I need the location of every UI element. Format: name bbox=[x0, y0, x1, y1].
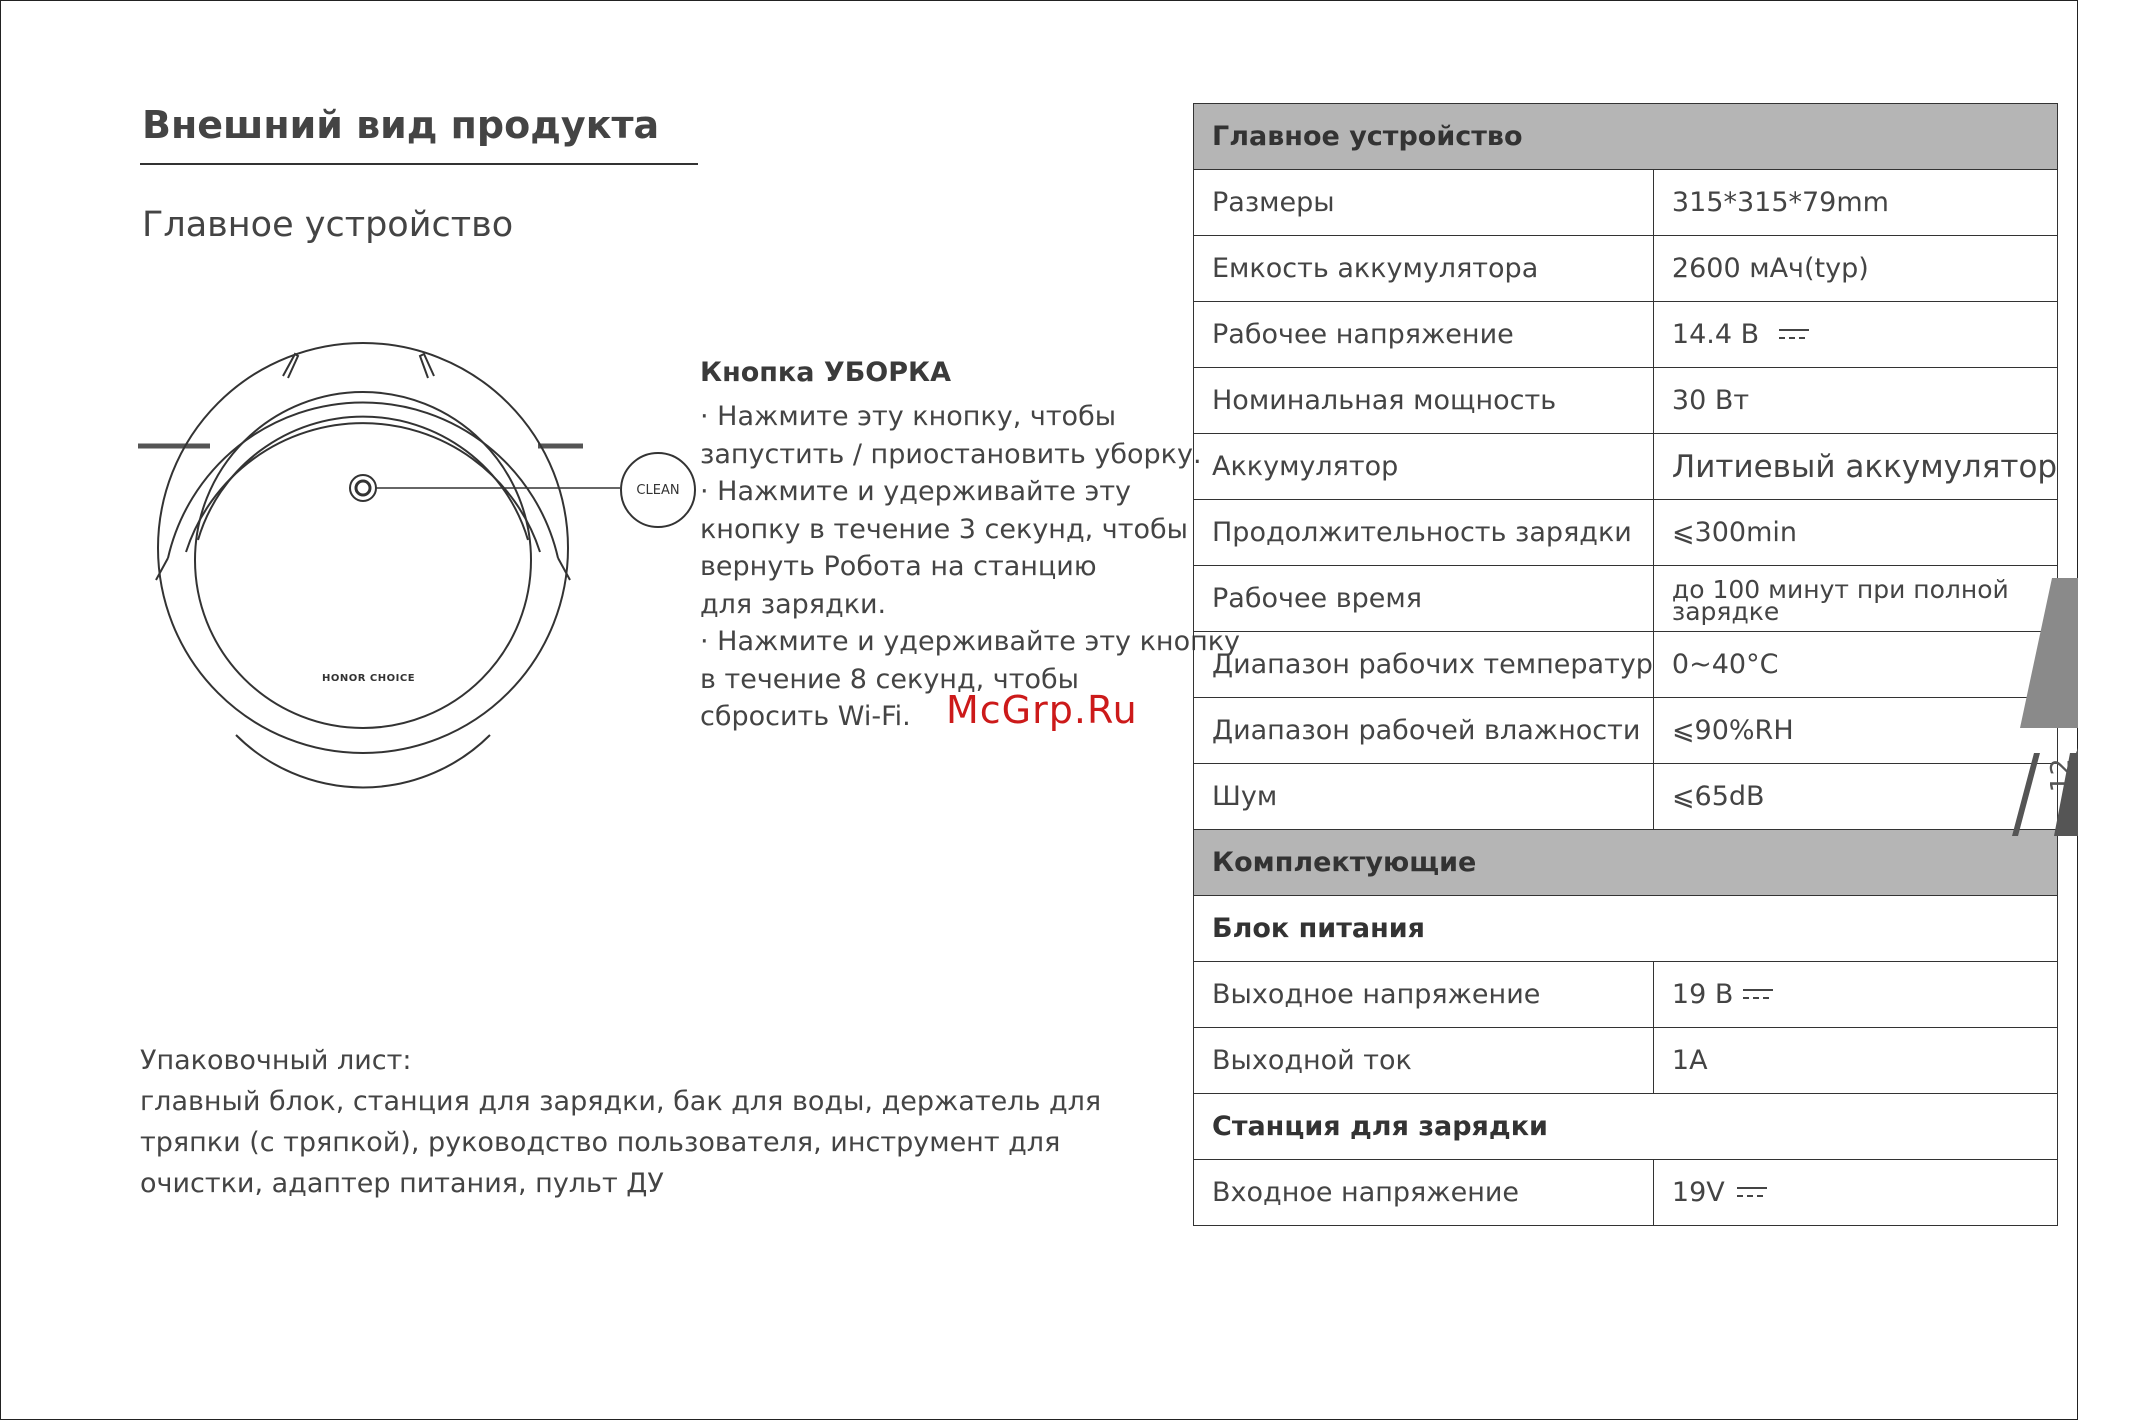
packing-list-title: Упаковочный лист: bbox=[140, 1045, 412, 1076]
packing-list-line: очистки, адаптер питания, пульт ДУ bbox=[140, 1168, 664, 1199]
table-row bbox=[1194, 236, 2058, 302]
table-row bbox=[1194, 368, 2058, 434]
table-row bbox=[1194, 434, 2058, 500]
table-row bbox=[1194, 698, 2058, 764]
page-number: 12 bbox=[2045, 758, 2077, 793]
spec-value: 2600 мАч(typ) bbox=[1653, 236, 2057, 302]
description-line: кнопку в течение 3 секунд, чтобы bbox=[700, 513, 1188, 545]
spec-label: Размеры bbox=[1194, 170, 1654, 236]
spec-label: Диапазон рабочих температур bbox=[1194, 632, 1654, 698]
spec-label: Выходной ток bbox=[1194, 1028, 1654, 1094]
spec-value: 315*315*79mm bbox=[1653, 170, 2057, 236]
table-row bbox=[1194, 302, 2058, 368]
table-header-row bbox=[1194, 830, 2058, 896]
description-line: запустить / приостановить уборку. bbox=[700, 438, 1202, 470]
table-row bbox=[1194, 566, 2058, 632]
table-row bbox=[1194, 170, 2058, 236]
dc-symbol-icon bbox=[1743, 989, 1773, 999]
table-subheader-row bbox=[1194, 896, 2058, 962]
spec-value: 30 Вт bbox=[1653, 368, 2057, 434]
spec-label: Емкость аккумулятора bbox=[1194, 236, 1654, 302]
spec-value-cell bbox=[1653, 1160, 2057, 1226]
spec-label: Рабочее время bbox=[1194, 566, 1654, 632]
clean-button-title: Кнопка УБОРКА bbox=[700, 357, 951, 388]
spec-table bbox=[1193, 103, 2058, 1226]
language-tab bbox=[2010, 578, 2078, 836]
spec-label: Рабочее напряжение bbox=[1194, 302, 1654, 368]
spec-value: 1A bbox=[1653, 1028, 2057, 1094]
spec-label: Выходное напряжение bbox=[1194, 962, 1654, 1028]
watermark: McGrp.Ru bbox=[946, 688, 1138, 732]
spec-value-cell bbox=[1653, 962, 2057, 1028]
table-row bbox=[1194, 500, 2058, 566]
spec-value: 19 В bbox=[1671, 979, 1734, 1010]
spec-value: 14.4 В bbox=[1671, 319, 1760, 350]
spec-value-cell bbox=[1653, 302, 2057, 368]
spec-label: Продолжительность зарядки bbox=[1194, 500, 1654, 566]
spec-value: ⩽90%RH bbox=[1653, 698, 2057, 764]
section-subtitle: Главное устройство bbox=[142, 205, 514, 245]
spec-value: ⩽300min bbox=[1653, 500, 2057, 566]
description-line: · Нажмите эту кнопку, чтобы bbox=[700, 401, 1117, 432]
description-line: · Нажмите и удерживайте эту кнопку bbox=[700, 626, 1241, 657]
spec-value: до 100 минут при полной зарядке bbox=[1653, 566, 2057, 632]
station-title: Станция для зарядки bbox=[1194, 1094, 2058, 1160]
clean-button-callout bbox=[620, 452, 696, 528]
spec-label: Диапазон рабочей влажности bbox=[1194, 698, 1654, 764]
spec-value: 0~40°C bbox=[1653, 632, 2057, 698]
packing-list-line: главный блок, станция для зарядки, бак для воды, держатель для bbox=[140, 1086, 1102, 1117]
description-line: сбросить Wi-Fi. bbox=[700, 701, 911, 732]
description-line: · Нажмите и удерживайте эту bbox=[700, 476, 1132, 507]
description-line: в течение 8 секунд, чтобы bbox=[700, 663, 1079, 695]
packing-list bbox=[140, 1040, 1102, 1204]
brush-bristle-icon bbox=[420, 354, 434, 378]
packing-list-line: тряпки (с тряпкой), руководство пользователя, инструмент для bbox=[140, 1127, 1061, 1158]
spec-value: Литиевый аккумулятор bbox=[1653, 434, 2057, 500]
spec-label: Номинальная мощность bbox=[1194, 368, 1654, 434]
table-row bbox=[1194, 1160, 2058, 1226]
dc-symbol-icon bbox=[1779, 329, 1809, 339]
spec-label: Аккумулятор bbox=[1194, 434, 1654, 500]
spec-label: Входное напряжение bbox=[1194, 1160, 1654, 1226]
brand-label: HONOR CHOICE bbox=[322, 673, 416, 684]
robot-illustration bbox=[138, 340, 618, 780]
language-tab-label: Русский bbox=[2095, 616, 2130, 738]
accessories-header: Комплектующие bbox=[1194, 830, 2058, 896]
table-header-row bbox=[1194, 104, 2058, 170]
spec-value: ⩽65dB bbox=[1653, 764, 2057, 830]
table-row bbox=[1194, 1028, 2058, 1094]
page-title: Внешний вид продукта bbox=[142, 103, 660, 147]
spec-value: 19V bbox=[1671, 1177, 1725, 1208]
clean-button-label: CLEAN bbox=[636, 482, 680, 498]
table-subheader-row bbox=[1194, 1094, 2058, 1160]
clean-button-description bbox=[700, 398, 1241, 736]
spec-label: Шум bbox=[1194, 764, 1654, 830]
main-device-header: Главное устройство bbox=[1194, 104, 2058, 170]
table-row bbox=[1194, 764, 2058, 830]
power-block-title: Блок питания bbox=[1194, 896, 2058, 962]
table-row bbox=[1194, 632, 2058, 698]
dc-symbol-icon bbox=[1737, 1187, 1767, 1197]
title-underline bbox=[140, 163, 698, 165]
description-line: для зарядки. bbox=[700, 588, 887, 620]
description-line: вернуть Робота на станцию bbox=[700, 551, 1097, 582]
table-row bbox=[1194, 962, 2058, 1028]
